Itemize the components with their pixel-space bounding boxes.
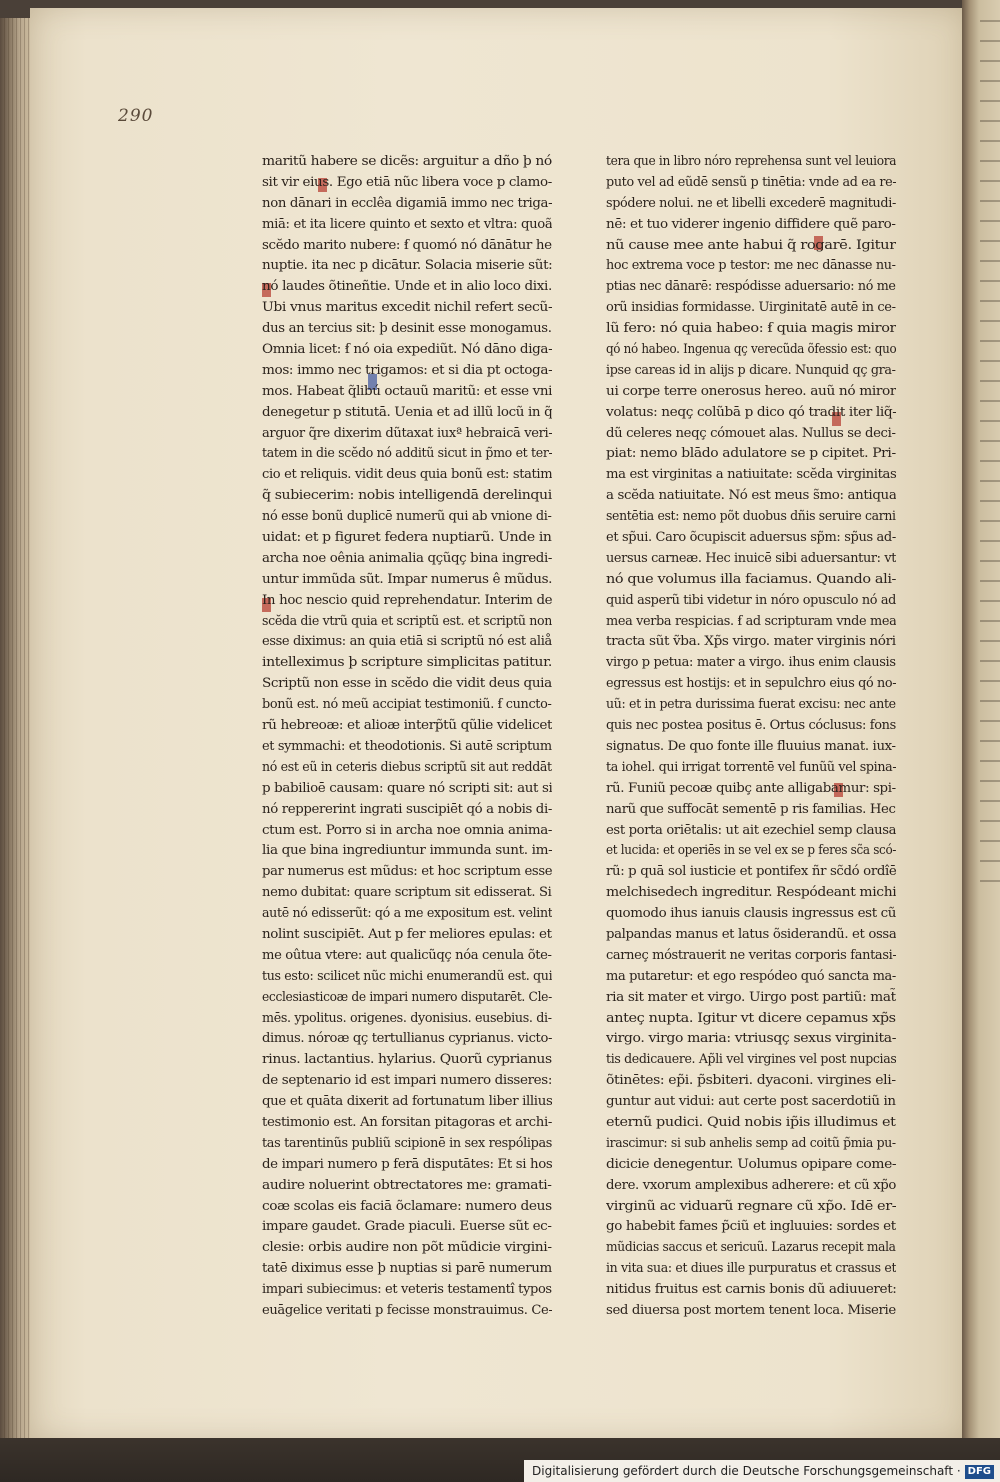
folio-number: 290 [118, 106, 154, 126]
text-line: rinus. lactantius. hylarius. Quorũ cyprianus [262, 1052, 552, 1068]
text-line: p babilioē causam: quare nó scripti sit: aut si [262, 780, 552, 796]
text-column-left [262, 152, 552, 1322]
text-line: palpandas manus et latus õsiderandũ. et ossa [606, 926, 896, 942]
text-line: nó est eũ in ceteris diebus scriptũ sit aut reddāt [262, 759, 552, 775]
text-line: nó laudes õtineñtie. Unde et in alio loco dixi. [262, 279, 552, 295]
text-line: virgo. virgo maria: vtriusqç sexus virginita- [606, 1031, 896, 1047]
text-line: euāgelice veritati p fecisse monstrauimus. Ce- [262, 1302, 552, 1318]
text-line: lia que bina ingrediuntur immunda sunt. im- [262, 843, 552, 859]
text-line: mēs. ypolitus. origenes. dyonisius. eusebius. di- [262, 1010, 552, 1026]
text-line: in vita sua: et diues ille purpuratus et crassus et [606, 1261, 896, 1277]
text-line: ta iohel. qui irrigat torrentē vel funũũ vel spina- [606, 759, 896, 775]
text-line: nó reppererint ingrati suscipiēt qó a nobis di- [262, 801, 552, 817]
text-line: mos: immo nec trigamos: et si dia pt octoga- [262, 362, 552, 378]
text-line: quomodo ihus ianuis clausis ingressus est cũ [606, 906, 896, 922]
text-line: a scĕda natiuitate. Nó est meus s̃mo: antiqua [606, 488, 896, 504]
text-line: nó que volumus illa faciamus. Quando ali- [606, 571, 896, 587]
text-line: nē: et tuo viderer ingenio diffidere quẽ paro- [606, 216, 896, 232]
text-line: õtinētes: ep̃i. p̃sbiteri. dyaconi. virgines eli- [606, 1073, 896, 1089]
text-line: egressus est hostijs: et in sepulchro eius qó no- [606, 676, 896, 692]
text-line: impari subiecimus: et veteris testamentî typos [262, 1282, 552, 1298]
text-line: anteç nupta. Igitur vt dicere cepamus xp̃s [606, 1010, 896, 1026]
text-line: quis nec postea positus ē. Ortus cóclusus: fons [606, 718, 896, 734]
text-line: rũ hebreoæ: et alioæ interp̃tũ qũlie videlicet [262, 718, 552, 734]
credit-text: Digitalisierung gefördert durch die Deutsche Forschungsgemeinschaft · [532, 1464, 961, 1478]
text-line: mea verba respicias. ẜ ad scripturam vnde mea [606, 613, 896, 629]
text-line: me oûtua vtere: aut qualicũqç nóa cenula õte- [262, 947, 552, 963]
text-line: ria sit mater et virgo. Uirgo post partiũ: mat̃ [606, 989, 896, 1005]
text-line: lũ fero: nó quia habeo: ẜ quia magis miror [606, 321, 896, 337]
text-line: virginũ ac viduarũ regnare cũ xp̃o. Idē er- [606, 1198, 896, 1214]
text-line: mũdicias saccus et sericuũ. Lazarus recepit mala [606, 1240, 896, 1256]
text-line: spódere nolui. ne et libelli excederē magnitudi- [606, 195, 896, 211]
text-line: cio et reliquis. vidit deus quia bonũ est: statim [262, 467, 552, 483]
text-line: tus esto: scilicet nũc michi enumerandũ est. qui [262, 968, 552, 984]
text-line: de impari numero p ferā disputātes: Et si hos [262, 1156, 552, 1172]
text-line: tas tarentinũs publiũ scipionē in sex respólipas [262, 1135, 552, 1151]
text-line: maritũ habere se dicẽs: arguitur a dño þ nó [262, 154, 552, 169]
text-line: ctum est. Porro si in archa noe omnia anima- [262, 822, 552, 838]
text-line: miā: et ita licere quinto et sexto et vltra: quoã [262, 216, 552, 232]
text-column-right [606, 152, 896, 1322]
text-line: impare gaudet. Grade piaculi. Euerse sũt ec- [262, 1219, 552, 1235]
text-line: sit vir eius. Ego etiā nũc libera voce p clamo- [262, 174, 552, 190]
text-line: et sp̃ui. Caro õcupiscit aduersus sp̃m: sp̃us ad- [606, 530, 896, 546]
text-line: autē nó edisserũt: qó a me expositum est. velint [262, 906, 552, 922]
text-line: nemo dubitat: quare scriptum sit edisserat. Si [262, 885, 552, 901]
text-line: sed diuersa post mortem tenent loca. Miserie [606, 1302, 896, 1318]
text-line: dimus. nóroæ qç tertullianus cyprianus. victo- [262, 1031, 552, 1047]
text-line: virgo p petua: mater a virgo. ihus enim clausis [606, 655, 896, 671]
text-line: intelleximus þ scripture simplicitas patitur. [262, 655, 552, 671]
text-line: hoc extrema voce p testor: me nec dānasse nu- [606, 258, 896, 274]
text-line: q̃ subiecerim: nobis intelligendā derelinqui [262, 488, 552, 504]
text-line: Ubi vnus maritus excedit nichil refert secũ- [262, 300, 552, 316]
text-line: nó esse bonũ duplicē numerũ qui ab vnione di- [262, 509, 552, 525]
text-line: quid asperũ tibi videtur in nóro opusculo nó ad [606, 592, 896, 608]
text-line: sentētia est: nemo põt duobus dñis seruire carni [606, 509, 896, 525]
text-line: In hoc nescio quid reprehendatur. Interim de [262, 592, 552, 608]
text-line: volatus: neqç colũbā p dico qó tradit iter liq̃- [606, 404, 896, 420]
text-line: irascimur: si sub anhelis semp ad coitũ p̃mia pu- [606, 1135, 896, 1151]
text-line: uidat: et p figuret federa nuptiarũ. Unde in [262, 530, 552, 546]
text-line: dũ celeres neqç cómouet alas. Nullus se deci- [606, 425, 896, 441]
text-line: orũ insidias formidasse. Uirginitatē autē in ce- [606, 300, 896, 316]
text-line: clesie: orbis audire non põt mũdicie virgini- [262, 1240, 552, 1256]
text-line: scĕdo marito nubere: ẜ quomó nó dānātur he [262, 237, 552, 253]
text-line: dere. vxorum amplexibus adherere: et cũ xp̃o [606, 1177, 896, 1193]
text-line: testimonio est. An forsitan pitagoras et archi- [262, 1114, 552, 1130]
text-line: denegetur p stitutā. Uenia et ad illũ locũ in q̃ [262, 404, 552, 420]
text-line: Omnia licet: ẜ nó oia expediũt. Nó dāno diga- [262, 342, 552, 358]
text-line: audire noluerint obtrectatores me: gramati- [262, 1177, 552, 1193]
text-line: tera que in libro nóro reprehensa sunt vel leuiora [606, 154, 896, 169]
text-line: puto vel ad eũdē sensũ p tinētia: vnde ad ea re- [606, 174, 896, 190]
text-line: uersus carneæ. Hec inuicē sibi aduersantur: vt [606, 550, 896, 566]
text-line: de septenario id est impari numero disseres: [262, 1073, 552, 1089]
text-line: scĕda die vtrũ quia et scriptũ est. et scriptũ non [262, 613, 552, 629]
text-line: coæ scolas eis faciā õclamare: numero deus [262, 1198, 552, 1214]
text-line: ecclesiasticoæ de impari numero disputarēt. Cle- [262, 989, 552, 1005]
text-line: melchisedech ingreditur. Respódeant michi [606, 885, 896, 901]
text-line: tracta sũt ṽba. Xp̃s virgo. mater virginis nóri [606, 634, 896, 650]
text-line: bonũ est. nó meũ accipiat testimoniũ. ẜ cuncto- [262, 697, 552, 713]
text-line: dus an tercius sit: þ desinit esse monogamus. [262, 321, 552, 337]
text-line: rũ: p quā sol iusticie et pontifex ñr sc̃dó ordîē [606, 864, 896, 880]
text-line: ipse careas id in alijs p dicare. Nunquid qç gra- [606, 362, 896, 378]
text-line: narũ que suffocāt sementē p ris familias. Hec [606, 801, 896, 817]
text-line: untur immũda sũt. Impar numerus ê mũdus. [262, 571, 552, 587]
text-line: dicicie denegentur. Uolumus opipare come- [606, 1156, 896, 1172]
text-line: arguor q̃re dixerim dũtaxat iuxª hebraicā veri- [262, 425, 552, 441]
text-line: est porta oriētalis: ut ait ezechiel semp clausa [606, 822, 896, 838]
text-line: piat: nemo blādo adulatore se p cipitet. Pri- [606, 446, 896, 462]
text-line: que et quāta dixerit ad fortunatum liber illius [262, 1094, 552, 1110]
text-line: eternũ pudici. Quid nobis ip̃is illudimus et [606, 1114, 896, 1130]
dfg-logo: DFG [965, 1465, 994, 1479]
text-line: tatem in die scĕdo nó additũ sicut in p̃mo et ter- [262, 446, 552, 462]
left-page-edge-lines [4, 18, 32, 1438]
text-line: nitidus fruitus est carnis bonis dũ adiuueret: [606, 1282, 896, 1298]
text-line: guntur aut vidui: aut certe post sacerdotiũ in [606, 1094, 896, 1110]
text-line: qó nó habeo. Ingenua qç verecũda õfessio est: quo [606, 342, 896, 358]
text-line: esse diximus: an quia etiā si scriptũ nó est aliå [262, 634, 552, 650]
text-line: ma putaretur: et ego respódeo quó sancta ma- [606, 968, 896, 984]
text-line: nũ cause mee ante habui q̃ rogarē. Igitur [606, 237, 896, 253]
text-line: go habebit fames p̃ciũ et ingluuies: sordes et [606, 1219, 896, 1235]
text-line: nuptie. ita nec p dicātur. Solacia miserie sũt: [262, 258, 552, 274]
text-line: mos. Habeat q̃libú octauũ maritũ: et esse vni [262, 383, 552, 399]
facing-page-text-strip [980, 20, 1000, 900]
text-line: Scriptũ non esse in scĕdo die vidit deus quia [262, 676, 552, 692]
text-line: tatē diximus esse þ nuptias si parē numerum [262, 1261, 552, 1277]
text-line: et lucida: et operiēs in se vel ex se p feres sc̃a scó- [606, 843, 896, 859]
text-line: ui corpe terre onerosus hereo. auũ nó miror [606, 383, 896, 399]
text-line: par numerus est mũdus: et hoc scriptum esse [262, 864, 552, 880]
text-line: carneç móstrauerit ne veritas corporis fantasi- [606, 947, 896, 963]
digitization-credit [524, 1460, 1000, 1482]
text-line: signatus. De quo fonte ille fluuius manat. iux- [606, 738, 896, 754]
text-line: rũ. Funiũ pecoæ quibç ante alligabamur: spi- [606, 780, 896, 796]
text-line: et symmachi: et theodotionis. Si autē scriptum [262, 738, 552, 754]
text-line: archa noe oênia animalia qçũqç bina ingredi- [262, 550, 552, 566]
text-line: uũ: et in petra durissima fuerat excisu: nec ante [606, 697, 896, 713]
text-line: nolint suscipiēt. Aut p fer meliores epulas: et [262, 926, 552, 942]
text-line: ptias nec dānarē: respódisse aduersario: nó me [606, 279, 896, 295]
text-line: ma est virginitas a natiuitate: scĕda virginitas [606, 467, 896, 483]
text-line: non dānari in ecclêa digamiā immo nec triga- [262, 195, 552, 211]
text-line: tis dedicauere. Ap̃li vel virgines vel post nupcias [606, 1052, 896, 1068]
